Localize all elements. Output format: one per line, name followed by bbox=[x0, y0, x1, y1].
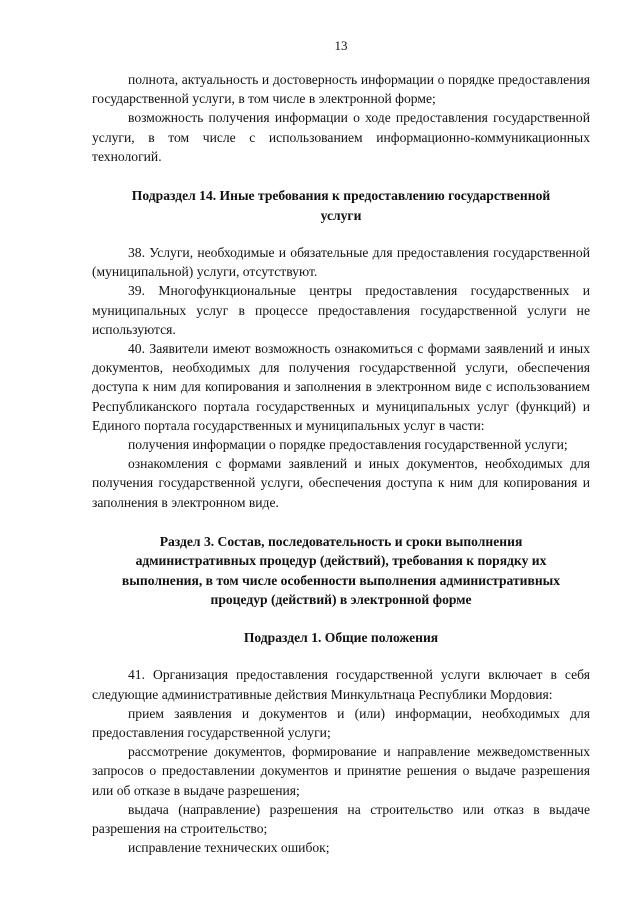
paragraph: 38. Услуги, необходимые и обязательные для предоставления государственной (муниципальной) услуги, отсутствуют. bbox=[92, 245, 590, 280]
paragraph: полнота, актуальность и достоверность информации о порядке предоставления государственной услуги, в том числе в электронной форме; bbox=[92, 72, 590, 107]
section-heading: Раздел 3. Состав, последовательность и сроки выполнения административных процедур (действий), требования к порядку их выполнения, в том числе особенности выполнения административных процедур (действий) в электронной форме bbox=[121, 533, 561, 608]
subsection-heading: Подраздел 1. Общие положения bbox=[243, 629, 439, 645]
subsection-heading: Подраздел 14. Иные требования к предоставлению государственной услуги bbox=[131, 188, 551, 223]
paragraph: 40. Заявители имеют возможность ознакомиться с формами заявлений и иных документов, необходимых для получения государственной услуги, обеспечения доступа к ним для копирования и заполнения в электронном виде с использованием Республиканского портала государственных и муниципальных услуг (функций) и Единого портала государственных и муниципальных услуг в части: bbox=[92, 341, 590, 433]
paragraph: выдача (направление) разрешения на строительство или отказ в выдаче разрешения на строительство; bbox=[92, 801, 590, 836]
paragraph: 41. Организация предоставления государственной услуги включает в себя следующие административные действия Минкультнаца Республики Мордовия: bbox=[92, 667, 590, 702]
paragraph: прием заявления и документов и (или) информации, необходимых для предоставления государственной услуги; bbox=[92, 705, 590, 740]
paragraph: получения информации о порядке предоставления государственной услуги; bbox=[128, 437, 568, 453]
paragraph: рассмотрение документов, формирование и направление межведомственных запросов о предоставлении документов и принятие решения о выдаче разрешения или об отказе в выдаче разрешения; bbox=[92, 744, 590, 798]
paragraph: возможность получения информации о ходе предоставления государственной услуги, в том числе с использованием информационно-коммуникационных технологий. bbox=[92, 110, 590, 164]
page-number: 13 bbox=[334, 38, 348, 53]
paragraph: исправление технических ошибок; bbox=[128, 840, 330, 856]
paragraph: 39. Многофункциональные центры предоставления государственных и муниципальных услуг в процессе предоставления государственной услуги не используются. bbox=[92, 283, 590, 337]
paragraph: ознакомления с формами заявлений и иных документов, необходимых для получения государственной услуги, обеспечения доступа к ним для копирования и заполнения в электронном виде. bbox=[92, 456, 590, 510]
